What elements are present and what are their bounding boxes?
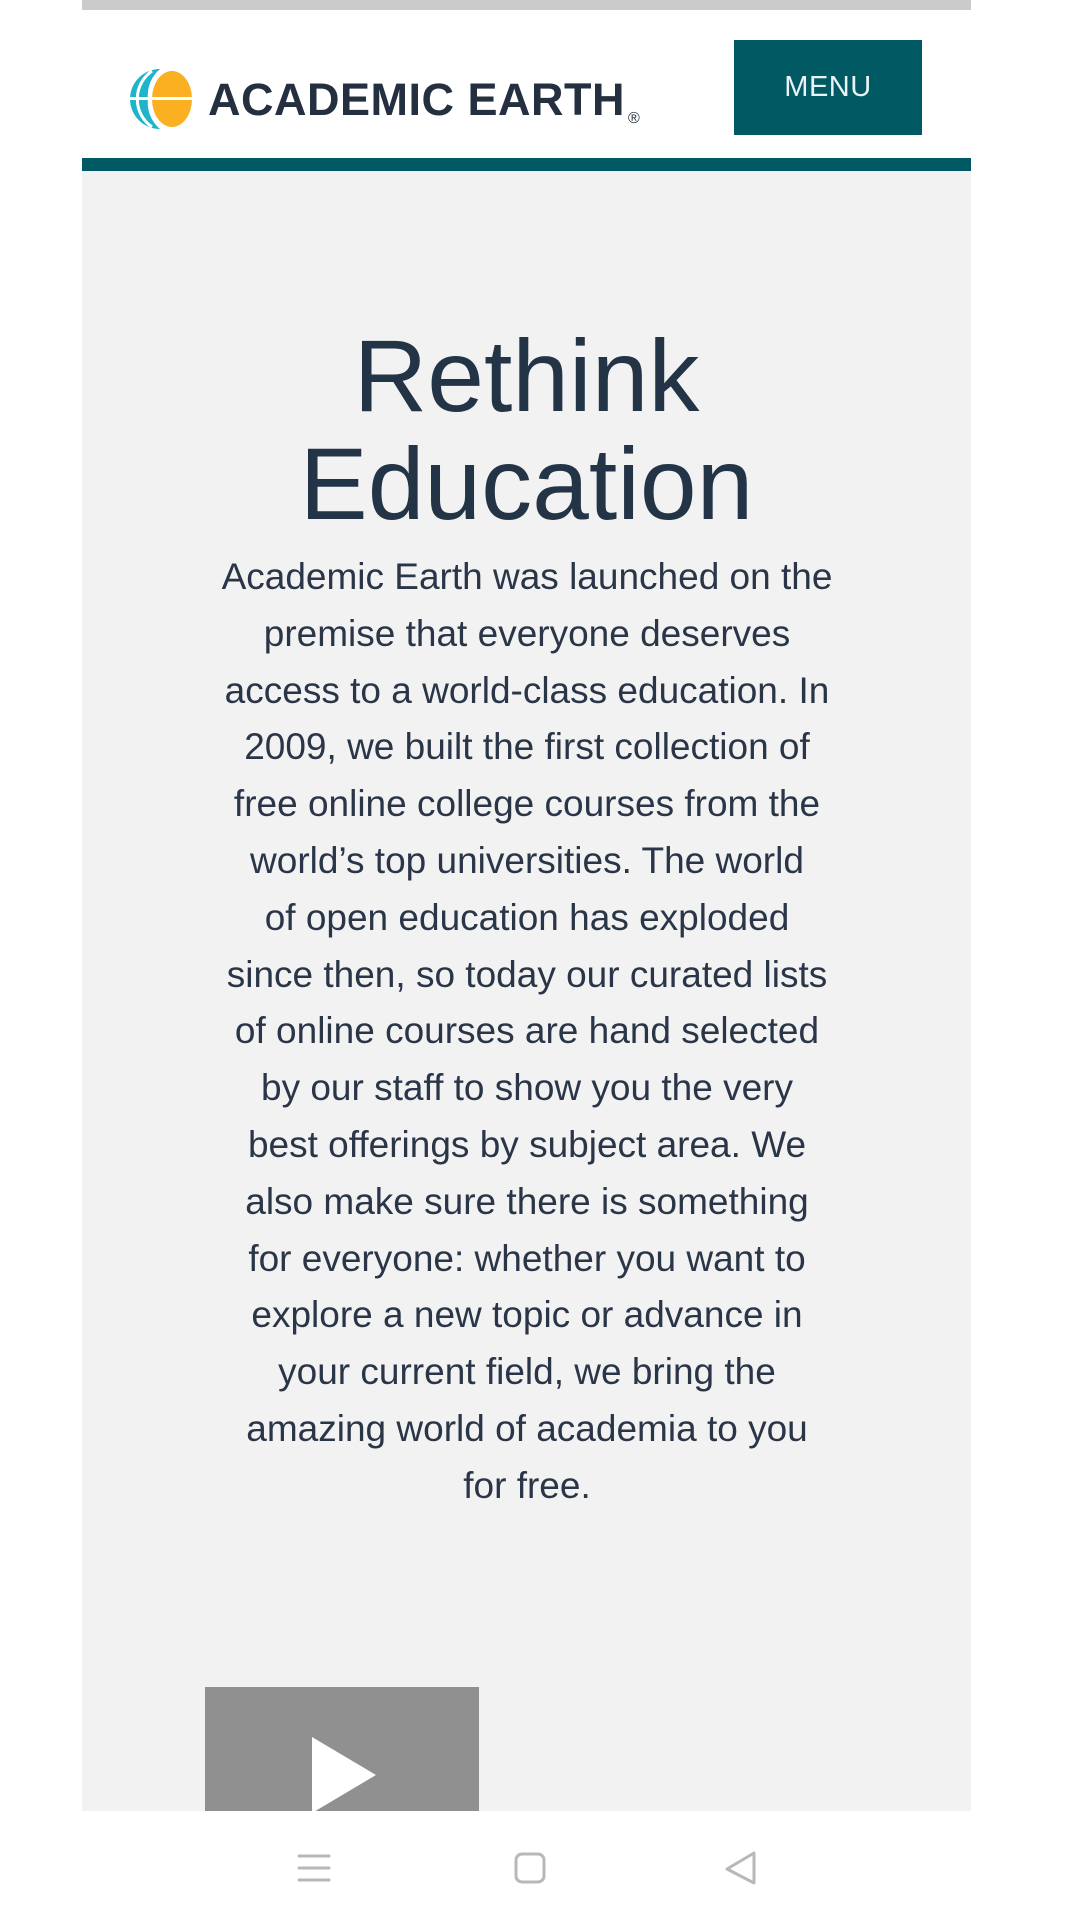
body-line: also make sure there is something [245,1180,809,1222]
play-icon[interactable] [312,1737,376,1811]
body-line: of online courses are hand selected [234,1010,820,1052]
system-navigation-bar [0,1811,1080,1920]
video-player-thumbnail[interactable] [205,1687,479,1811]
title-line-1: Rethink [353,319,700,433]
registered-mark: ® [628,110,640,127]
body-line: for free. [463,1464,591,1506]
menu-lines-icon [297,1852,331,1884]
back-button[interactable] [706,1833,776,1903]
title-line-2: Education [299,427,754,541]
site-logo[interactable] [130,64,640,134]
web-page [82,0,971,1811]
recent-apps-button[interactable] [279,1833,349,1903]
globe-logo-icon [130,67,194,131]
page-title [82,319,971,541]
home-button[interactable] [495,1833,565,1903]
body-line: best offerings by subject area. We [247,1123,807,1165]
body-line: premise that everyone deserves [263,612,791,654]
top-scroll-strip [82,0,971,10]
body-line: by our staff to show you the very [261,1067,793,1109]
body-line: world’s top universities. The world [250,839,804,881]
body-line: free online college courses from the [233,783,821,825]
site-header [82,10,971,158]
header-accent-bar [82,158,971,171]
body-line: explore a new topic or advance in [251,1294,803,1336]
logo-text: ACADEMIC EARTH [208,73,625,125]
body-line: amazing world of academia to you [246,1407,808,1449]
body-line: since then, so today our curated lists [226,953,828,995]
body-line: of open education has exploded [264,896,790,938]
body-line: 2009, we built the first collection of [244,726,810,768]
body-line: Academic Earth was launched on the [221,556,833,597]
body-line: for everyone: whether you want to [248,1237,806,1279]
square-icon [513,1851,547,1885]
intro-paragraph [197,549,857,1515]
menu-button[interactable]: MENU [734,40,922,135]
body-line: your current field, we bring the [278,1351,776,1393]
triangle-back-icon [723,1850,759,1886]
body-line: access to a world-class education. In [224,669,830,711]
